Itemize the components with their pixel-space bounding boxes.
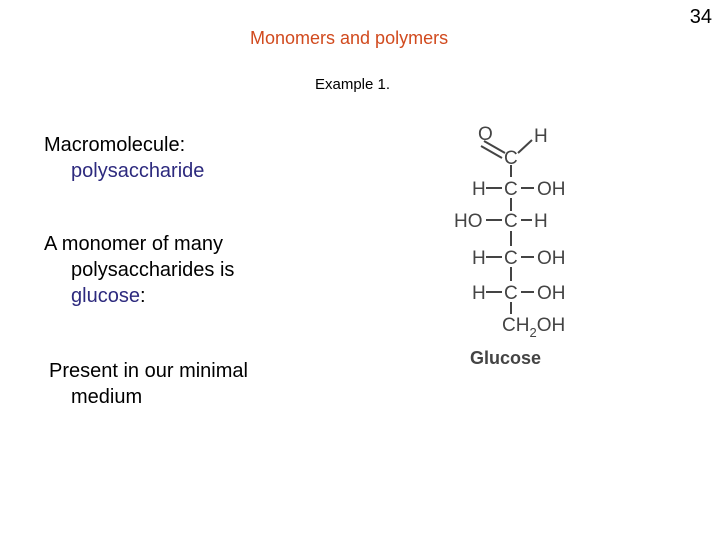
glucose-caption: Glucose	[470, 348, 542, 368]
atom-c-4: C	[504, 248, 518, 269]
ch2oh-suffix: OH	[536, 315, 566, 336]
atom-c-3: C	[504, 211, 518, 232]
atom-h-row-4: H	[472, 248, 486, 269]
ch2oh-prefix: CH	[502, 315, 530, 336]
aldehyde-h-bond	[518, 140, 532, 153]
glucose-structure	[448, 118, 588, 378]
atom-h-row-3: H	[534, 211, 548, 232]
atom-o-top: O	[478, 124, 493, 145]
ch2oh-subscript: 2	[529, 325, 537, 340]
glucose-structure-diagram	[448, 118, 588, 378]
glucose-colon: :	[139, 285, 146, 307]
monomer-line-3	[44, 283, 234, 309]
atom-oh-row-4: OH	[537, 248, 566, 269]
atom-oh-row-5: OH	[537, 283, 566, 304]
monomer-block	[44, 231, 234, 309]
atom-c-2: C	[504, 179, 518, 200]
medium-line-2: medium	[71, 386, 143, 408]
macromolecule-block	[44, 132, 204, 184]
slide-title: Monomers and polymers	[250, 28, 449, 48]
atom-h-row-2: H	[472, 179, 486, 200]
slide-subtitle: Example 1.	[315, 76, 391, 93]
page-number: 34	[689, 6, 712, 28]
double-bond-line-2	[481, 146, 502, 158]
medium-block	[49, 358, 248, 410]
atom-c-5: C	[504, 283, 518, 304]
monomer-line-2: polysaccharides is	[71, 259, 235, 281]
macromolecule-label: Macromolecule:	[44, 134, 186, 156]
atom-oh-row-2: OH	[537, 179, 566, 200]
polysaccharide-term: polysaccharide	[71, 160, 205, 182]
medium-line-1: Present in our minimal	[49, 360, 248, 382]
glucose-term: glucose	[71, 285, 140, 307]
atom-h-row-5: H	[472, 283, 486, 304]
monomer-line-1: A monomer of many	[44, 233, 223, 255]
atom-ho-row-3: HO	[454, 211, 483, 232]
atom-h-top: H	[534, 126, 548, 147]
atom-c-1: C	[504, 148, 518, 169]
atom-ch2oh	[502, 315, 565, 340]
